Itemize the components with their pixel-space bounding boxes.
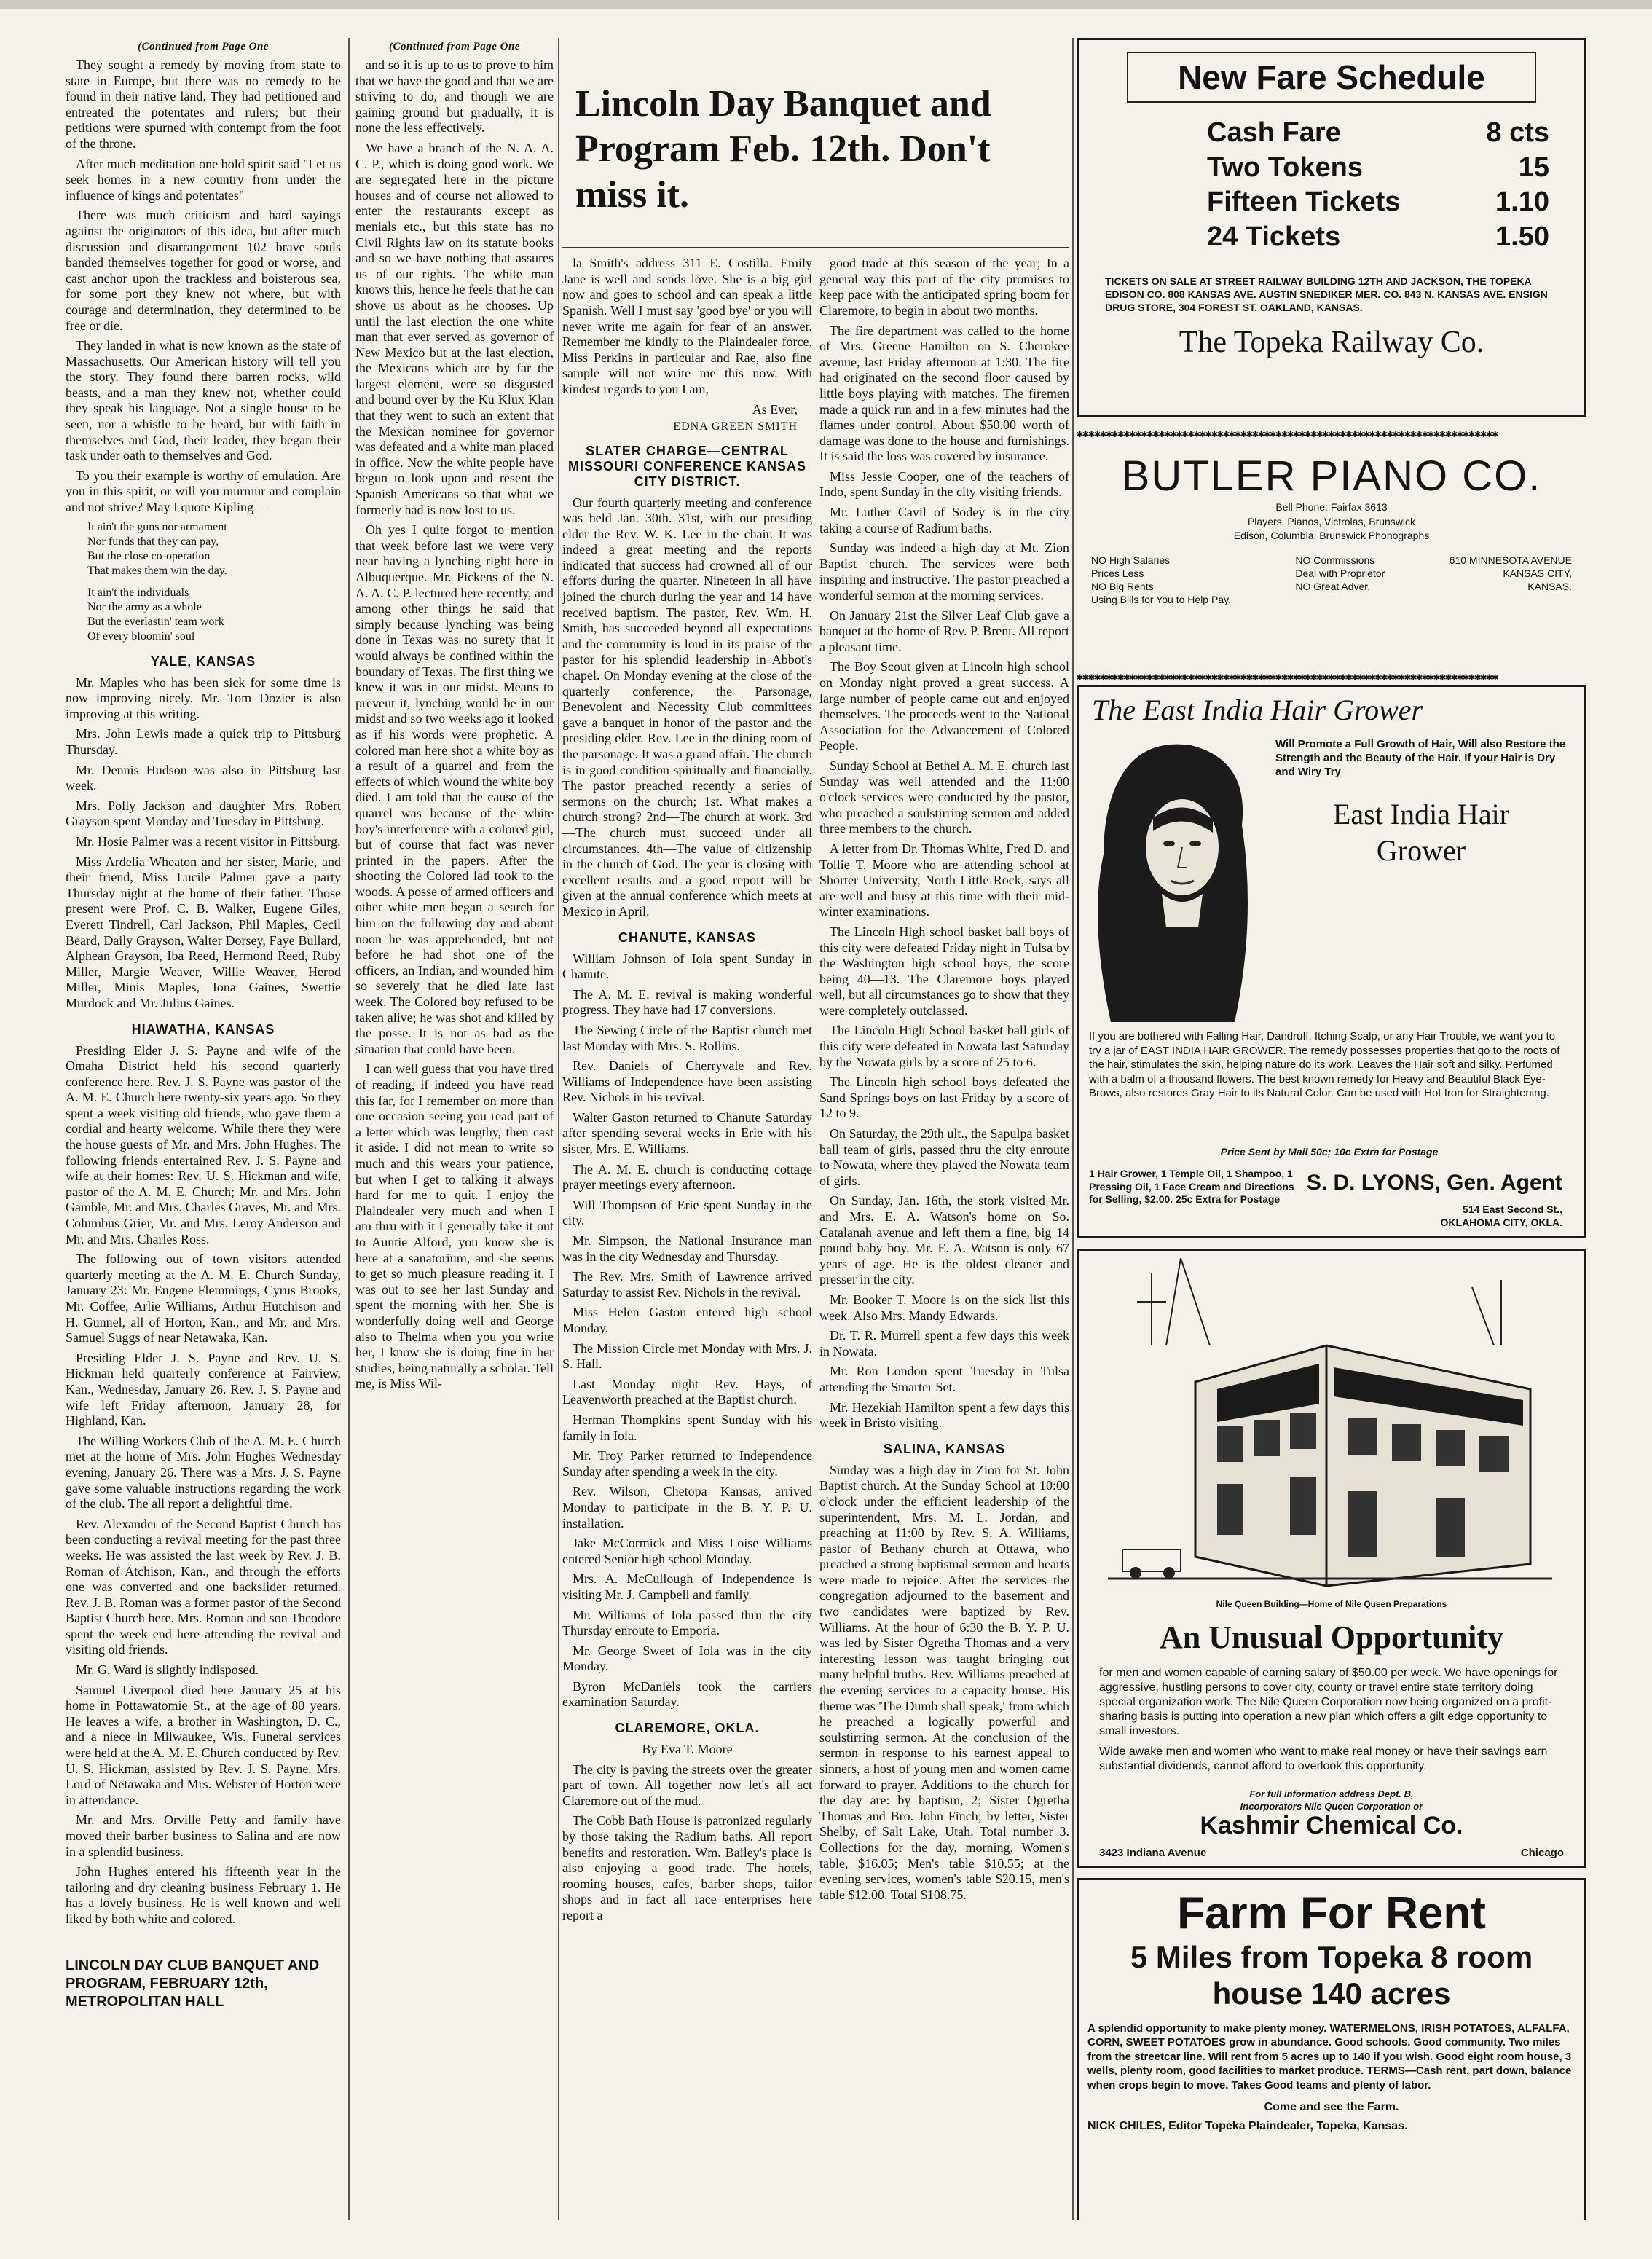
paragraph: John Hughes entered his fifteenth year in the tailoring and dry cleaning business February 1. He has a lovely business. He is well known and well liked by both white and colored. (66, 1864, 341, 1926)
agent-street: 514 East Second St., (1463, 1203, 1562, 1215)
column-rule (558, 38, 559, 2220)
farm-title: Farm For Rent (1177, 1888, 1486, 1938)
butler-piano-ad (1077, 441, 1586, 660)
paragraph: Presiding Elder J. S. Payne and Rev. U. S. Hickman held quarterly conference at Fairview, Kan., Wednesday, January 26. Rev. J. S. Payne and wife left Friday afternoon, January 28, for Highland, Kan. (66, 1350, 341, 1429)
paragraph: Will Thompson of Erie spent Sunday in the city. (562, 1197, 812, 1228)
kashmir-city: Chicago (1520, 1847, 1564, 1859)
paragraph: To you their example is worthy of emulation. Are you in this spirit, or will you murmur and complain and not strive? May I quote Kipling— (66, 468, 341, 515)
paragraph: good trade at this season of the year; In a general way this part of the city promises to keep pace with the anticipated spring boom for Claremore, to begin in about two months. (819, 256, 1069, 318)
fare-label: 24 Tickets (1207, 221, 1341, 252)
poem-verse (87, 520, 341, 578)
building-caption: Nile Queen Building—Home of Nile Queen Preparations (1216, 1599, 1447, 1609)
subcolumn-right (819, 256, 1069, 1928)
hair-grower-description: If you are bothered with Falling Hair, Dandruff, Itching Scalp, or any Hair Trouble, we want you to try a jar of EAST INDIA HAIR GROWER. The remedy possesses properties that go to the roots of the hair, stimulates the skin, helping nature do its work. Leaves the Hair soft and silky. Perfumed with a balm of a thousand flowers. The best known remedy for Heavy and Beautiful Black Eye-Brows, also restores Gray Hair to its Natural Color. Can be used with Hot Iron for Straightening. (1089, 1030, 1560, 1099)
poem-line: But the close co-operation (87, 549, 211, 562)
paragraph: Sunday was a high day in Zion for St. John Baptist church. At the Sunday School at 10:00 o'clock under the efficient leadership of the superintendent, Mrs. M. L. Jordan, and preaching at 11:00 by Rev. S. A. Williams, pastor of Bethany church at Ottawa, who preached a strong baptismal sermon and hearts were made to rejoice. After the services the congregation adjourned to the basement and two candidates were baptized by Rev. Williams. At the hour of 6:30 the B. Y. P. U. was led by Sister Ogretha Thomas and a very interesting lesson was taught bringing out many helpful truths. Rev. Williams preached at the evening services to a capacity house. His theme was 'The Dumb shall speak,' from which he preached a logically powerful and soulstirring sermon. At the conclusion of the sermon in response to his earnest appeal to sinners, a host of young men and women came forward to prayer. Additions to the church for the day are: by baptism, 2; Sister Ogretha Thomas and Bro. John Finch; by letter, Sister Shelby, of Salt Lake, Utah. Total number 3. Collections for the day, morning, Women's table, $16.05; Men's table $10.55; at the evening services, women's table $20.15, men's table $12.00. Total $108.75. (819, 1462, 1069, 1902)
hair-grower-ordering (1089, 1146, 1570, 1229)
hair-grower-product (1275, 796, 1567, 869)
product-name-line: East India Hair (1332, 798, 1510, 831)
paragraph: The Mission Circle met Monday with Mrs. J. S. Hall. (562, 1340, 812, 1372)
paragraph: Rev. Daniels of Cherryvale and Rev. Williams of Independence have been assisting Rev. Nichols in his revival. (562, 1058, 812, 1105)
hair-grower-claim: Will Promote a Full Growth of Hair, Will also Restore the Strength and the Beauty of the Hair. If your Hair is Dry and Wiry Try (1275, 738, 1566, 778)
two-column-body (562, 256, 1069, 1928)
column-rule (1072, 38, 1074, 2220)
butler-city: KANSAS CITY, (1503, 567, 1572, 579)
paragraph: Mr. G. Ward is slightly indisposed. (76, 1662, 259, 1678)
poem-line: Nor funds that they can pay, (87, 535, 219, 548)
fare-price: 15 (1518, 152, 1549, 183)
fare-price: 1.10 (1495, 186, 1549, 217)
poem-line: It ain't the guns nor armament (87, 520, 227, 533)
paragraph: On January 21st the Silver Leaf Club gave a banquet at the home of Rev. P. Brent. All report a pleasant time. (819, 608, 1069, 654)
paragraph: Miss Helen Gaston entered high school Monday. (562, 1305, 812, 1336)
page-top-edge (0, 0, 1652, 9)
paragraph: Dr. T. R. Murrell spent a few days this week in Nowata. (819, 1328, 1069, 1359)
paragraph: The Lincoln High School basket ball girls of this city were defeated in Nowata last Saturday by the Nowata girls by a score of 25 to 6. (819, 1023, 1069, 1069)
banquet-banner-headline: Lincoln Day Banquet and Program Feb. 12th. Don't miss it. (562, 38, 1069, 248)
star-border-divider: ✱✱✱✱✱✱✱✱✱✱✱✱✱✱✱✱✱✱✱✱✱✱✱✱✱✱✱✱✱✱✱✱✱✱✱✱✱✱✱✱✱✱✱✱✱✱✱✱✱✱✱✱✱✱✱✱✱✱✱✱✱✱✱✱✱✱✱✱✱✱✱✱ (1077, 670, 1498, 683)
butler-state: KANSAS. (1527, 581, 1572, 593)
fare-row (1207, 116, 1549, 151)
continued-note: (Continued from Page One (138, 41, 269, 52)
paragraph: They landed in what is now known as the state of Massachusetts. Our American history will tell you the story. They found there barren rocks, wild beasts, and a man they knew not, whether could they speak his language. Not a single house to be seen, nor a whistle to be heard, but with faith in themselves and God, their leader, they began their task under oath to themselves and God. (66, 338, 341, 463)
farm-invitation: Come and see the Farm. (1264, 2101, 1399, 2114)
section-heading-yale: YALE, KANSAS (150, 653, 256, 669)
paragraph: The A. M. E. revival is making wonderful progress. They have had 17 conversions. (562, 986, 812, 1018)
poem-line: Of every bloomin' soul (87, 629, 195, 643)
paragraph: Mr. Williams of Iola passed thru the city Thursday enroute to Emporia. (562, 1607, 812, 1638)
paragraph: Rev. Wilson, Chetopa Kansas, arrived Monday to participate in the B. Y. P. U. installation. (562, 1484, 812, 1531)
paragraph: Mr. Dennis Hudson was also in Pittsburg last week. (66, 762, 341, 793)
east-india-hair-grower-ad (1077, 685, 1586, 1238)
hair-grower-title: The East India Hair Grower (1092, 694, 1423, 726)
kashmir-company-name: Kashmir Chemical Co. (1200, 1812, 1463, 1839)
farm-subtitle: house 140 acres (1212, 1976, 1451, 2011)
paragraph: We have a branch of the N. A. A. C. P., which is doing good work. We are segregated here in the picture houses and of course not allowed to enter the restaurants except as menials etc., but this state has no Civil Rights law on its statute books and so we have nothing that assures us of our rights. The white man knows this, hence he feels that he can shove us about as he chooses. Up until the last election the one white man that ever served as governor of New Mexico but at the last election, the Mexicans which are by far the largest element, were so disgusted and bound over by the Ku Klux Klan that they went to such an extent that the Mexican nominee for governor was defeated and a white man placed in office. Now the white people have begun to look upon and resent the Spanish Americans so that what we formerly had is now lost to us. (355, 140, 554, 517)
butler-products: Edison, Columbia, Brunswick Phonographs (1233, 530, 1430, 542)
fare-label: Cash Fare (1207, 117, 1341, 148)
opportunity-body (1099, 1666, 1565, 1774)
section-heading-slater: SLATER CHARGE—CENTRAL MISSOURI CONFERENCE KANSAS CITY DISTRICT. (567, 443, 807, 489)
paragraph: Miss Ardelia Wheaton and her sister, Marie, and their friend, Miss Lucile Palmer gave a party Thursday night at the home of their father. Those present were Prof. C. B. Walker, Eugene Giles, Everett Tindrell, Carl Jackson, Phil Maples, Cecil Beard, Daily Grayson, Walter Dorsey, Faye Bullard, Alphean Grayson, Iba Reed, Hermond Reed, Ruby Miller, Margie Weaver, Willie Weaver, Herod Miller, Minis Maples, Iona Gaines, Swettie Murdock and Mr. Julius Gaines. (66, 854, 341, 1010)
section-heading-salina: SALINA, KANSAS (883, 1441, 1005, 1456)
fare-price: 8 cts (1486, 117, 1549, 148)
butler-street: 610 MINNESOTA AVENUE (1449, 554, 1572, 566)
paragraph: la Smith's address 311 E. Costilla. Emily Jane is well and sends love. She is a big girl now and goes to school and can speak a little Spanish. Well I must say 'good bye' or you will never write me again for fear of an answer. Remember me kindly to the Plaindealer force, Miss Perkins in particular and Rae, also fine sample will not write me this now. With kindest regards to you I am, (562, 256, 812, 396)
section-heading-hiawatha: HIAWATHA, KANSAS (131, 1021, 275, 1037)
paragraph: The Cobb Bath House is patronized regularly by those taking the Radium baths. All report benefits and restoration. Wm. Bailey's place is also enjoying a good trade. The hotels, rooming houses, cafes, barber shops, tailor shops and in fact all race enterprises here report a (562, 1813, 812, 1923)
butler-piano-name: BUTLER PIANO CO. (1121, 452, 1542, 500)
section-heading-claremore: CLAREMORE, OKLA. (615, 1721, 760, 1736)
paragraph: and so it is up to us to prove to him that we have the good and that we are striving to do, and though we are gaining ground but gradually, it is none the less effectively. (355, 58, 554, 135)
poem-verse (87, 586, 341, 644)
butler-left-list (1091, 554, 1231, 607)
paragraph: Mr. Ron London spent Tuesday in Tulsa attending the Smarter Set. (819, 1364, 1069, 1394)
paragraph: They sought a remedy by moving from state to state in Europe, but there was no remedy to be found in their native land. They had petitioned and entreated the potentates and rulers; but their petitions were spurned with contempt from the foot of the throne. (66, 58, 341, 151)
paragraph: Herman Thompkins spent Sunday with his family in Iola. (562, 1412, 812, 1443)
paragraph: Sunday was indeed a high day at Mt. Zion Baptist church. The services were both inspiring and instructive. The pastor preached a wonderful sermon at the morning services. (819, 541, 1069, 603)
column-3 (562, 38, 1069, 2220)
fare-schedule-title: New Fare Schedule (1127, 52, 1536, 103)
fare-label: Two Tokens (1207, 152, 1363, 183)
column-rule (348, 38, 350, 2220)
paragraph: The Rev. Mrs. Smith of Lawrence arrived Saturday to assist Rev. Nichols in the revival. (562, 1269, 812, 1300)
fare-row (1207, 185, 1549, 220)
opportunity-paragraph: for men and women capable of earning salary of $50.00 per week. We have openings for aggressive, hustling persons to cover city, county or travel entire state territory doing special organization work. The Nile Queen Corporation now being organized on a profit-sharing basis is putting into operation a new plan which offers a gilt edge opportunity to small investors. (1099, 1667, 1558, 1737)
butler-mid-list (1295, 554, 1385, 607)
paragraph: Oh yes I quite forgot to mention that week before last we were very near having a lynching right here in Albuquerque. Mr. Pickens of the N. A. A. C. P. lectured here recently, and among other things he said that simply because lynching was being done in Texas was no surety that it would always be confined within the boundary of Texas. The first thing we knew it was in our midst. Means to prevent it, lynching would be in our midst and so two weeks ago it looked as if his words were prophetic. A colored man here shot a white boy as a result of a quarrel and from the effects of which wound the white boy died. I am told that the cause of the quarrel was because of the white boy's interference with a colored girl, but of course that fact was never printed in the papers. After the shooting the Colored lad took to the woods. A posse of armed officers and other white men began a search for him on the following day and about noon he was apprehended, but not before he had shot one of the officers, an Indian, and wounded him so severely that he died late last week. The Colored boy refused to be taken alive; he was shot and killed by the posse. It is not as bad as the situation that could have been. (355, 522, 554, 1056)
signature-name: EDNA GREEN SMITH (673, 420, 798, 433)
paragraph: The A. M. E. church is conducting cottage prayer meetings every afternoon. (562, 1161, 812, 1193)
butler-phone: Bell Phone: Fairfax 3613 (1275, 501, 1388, 513)
paragraph: The Boy Scout given at Lincoln high school on Monday night proved a great success. A large number of people came out and enjoyed themselves. The proceeds went to the National Association for the Advancement of Colored People. (819, 659, 1069, 753)
paragraph: Mr. Booker T. Moore is on the sick list this week. Also Mrs. Mandy Edwards. (819, 1292, 1069, 1323)
farm-contact: NICK CHILES, Editor Topeka Plaindealer, Topeka, Kansas. (1087, 2120, 1408, 2133)
paragraph: Mr. Troy Parker returned to Independence Sunday after spending a week in the city. (562, 1448, 812, 1479)
railway-company-name: The Topeka Railway Co. (1179, 325, 1484, 359)
paragraph: Last Monday night Rev. Hays, of Leavenworth preached at the Baptist church. (562, 1376, 812, 1407)
paragraph: After much meditation one bold spirit said "Let us seek homes in a new country from under the influence of kings and potentates" (66, 156, 341, 203)
nile-queen-opportunity-ad (1077, 1249, 1586, 1868)
paragraph: The Lincoln high school boys defeated the Sand Springs boys on last Friday by a score of 12 to 9. (819, 1075, 1069, 1121)
paragraph: The Lincoln High school basket ball boys of this city were defeated Friday night in Tulsa by the Washington high school boys, the score being 40—13. The Claremore boys played well, but all circumstances go to show that they were completely outclassed. (819, 924, 1069, 1018)
kit-contents: 1 Hair Grower, 1 Temple Oil, 1 Shampoo, 1 Pressing Oil, 1 Face Cream and Directions for Selling, $2.00. 25c Extra for Postage (1089, 1168, 1294, 1205)
paragraph: The fire department was called to the home of Mrs. Greene Hamilton on S. Cherokee avenue, last Friday afternoon at 1:30. The fire had originated on the second floor caused by little boys playing with matches. The firemen made a quick run and in a few minutes had the flames under control. About $50.00 worth of damage was done to the house and furnishings. It is said the loss was covered by insurance. (819, 323, 1069, 464)
fare-schedule-ad (1077, 38, 1586, 417)
butler-point: Prices Less (1091, 567, 1144, 579)
section-heading-chanute: CHANUTE, KANSAS (618, 930, 756, 945)
nile-queen-building-illustration (1108, 1258, 1552, 1593)
butler-point: NO Commissions (1295, 554, 1375, 566)
general-agent-name: S. D. LYONS, Gen. Agent (1306, 1171, 1562, 1195)
paragraph: William Johnson of Iola spent Sunday in Chanute. (562, 951, 812, 982)
paragraph: Mr. Maples who has been sick for some time is now improving nicely. Mr. Tom Dozier is also improving at this writing. (66, 675, 341, 721)
contact-line: For full information address Dept. B, (1249, 1788, 1414, 1799)
paragraph: Mr. Simpson, the National Insurance man was in the city Wednesday and Thursday. (562, 1233, 812, 1264)
paragraph: The Sewing Circle of the Baptist church met last Monday with Mrs. S. Rollins. (562, 1022, 812, 1053)
paragraph: Jake McCormick and Miss Loise Williams entered Senior high school Monday. (562, 1536, 812, 1566)
paragraph: The city is paving the streets over the greater part of town. All together now let's all act Claremore out of the mud. (562, 1761, 812, 1808)
farm-description: A splendid opportunity to make plenty money. WATERMELONS, IRISH POTATOES, ALFALFA, CORN, SWEET POTATOES grow in abundance. Good schools. Good community. Two miles from the streetcar line. Will rent from 5 acres up to 140 if you wish. Good eight room house, 3 wells, plenty room, good facilities to market produce. TERMS—Cash rent, part down, balance when crops begin to move. Takes Good teams and plenty of labor. (1087, 2022, 1572, 2091)
paragraph: Mrs. Polly Jackson and daughter Mrs. Robert Grayson spent Monday and Tuesday in Pittsburg. (66, 798, 341, 829)
ticket-locations: TICKETS ON SALE AT STREET RAILWAY BUILDING 12TH AND JACKSON, THE TOPEKA EDISON CO. 808 KANSAS AVE. AUSTIN SNEDIKER MER. CO. 843 N. KANSAS AVE. ENSIGN DRUG STORE, 304 FOREST ST. OAKLAND, KANSAS. (1105, 275, 1548, 314)
column-4-advertisements (1077, 38, 1586, 2220)
butler-products: Players, Pianos, Victrolas, Brunswick (1247, 515, 1416, 527)
paragraph: Mr. Hezekiah Hamilton spent a few days this week in Bristo visiting. (819, 1399, 1069, 1431)
butler-point: Deal with Proprietor (1295, 567, 1385, 579)
poem-line: Nor the army as a whole (87, 600, 202, 613)
paragraph: Walter Gaston returned to Chanute Saturday after spending several weeks in Erie with his sister, Mrs. E. Williams. (562, 1109, 812, 1157)
paragraph: Presiding Elder J. S. Payne and wife of the Omaha District held his second quarterly conference here. Rev. J. S. Payne was pastor of the A. M. E. Church here twenty-six years ago. So they spent a week visiting old friends, who gave them a cordial and hearty welcome. While there they were the house guests of Mr. and Mrs. John Hughes. The following friends entertained Rev. J. S. Payne and wife at their homes: Rev. U. S. Hickman and wife, pastor of the A. M. E. Church; Mr. and Mrs. John Gamble, Mr. and Mrs. Charles Graves, Mr. and Mrs. Columbus Grier, Mr. and Mrs. Leroy Anderson and Mr. and Mrs. Charles Ross. (66, 1042, 341, 1246)
byline: By Eva T. Moore (642, 1742, 733, 1757)
kashmir-address: 3423 Indiana Avenue (1099, 1847, 1207, 1859)
paragraph: On Sunday, Jan. 16th, the stork visited Mr. and Mrs. E. A. Watson's home on So. Catalanah avenue and left them a fine, big 14 pound baby boy. Mr. E. A. Watson is only 67 years of age. He is the oldest cleaner and presser in the city. (819, 1193, 1069, 1287)
paragraph: Mrs. John Lewis made a quick trip to Pittsburg Thursday. (66, 726, 341, 757)
agent-city: OKLAHOMA CITY, OKLA. (1440, 1217, 1562, 1229)
closing-announcement: LINCOLN DAY CLUB BANQUET AND PROGRAM, FEBRUARY 12th, METROPOLITAN HALL (66, 1957, 320, 2010)
poem-line: But the everlastin' team work (87, 615, 224, 628)
paragraph: Miss Jessie Cooper, one of the teachers of Indo, spent Sunday in the city visiting friends. (819, 468, 1069, 500)
general-agent-address (1441, 1203, 1562, 1229)
price-line: Price Sent by Mail 50c; 10c Extra for Postage (1220, 1146, 1439, 1158)
butler-address (1450, 554, 1572, 607)
opportunity-paragraph: Wide awake men and women who want to make real money or have their savings earn substantial dividends, cannot afford to overlook this opportunity. (1099, 1745, 1548, 1772)
paragraph: Sunday School at Bethel A. M. E. church last Sunday was well attended and the 11:00 o'clock services were conducted by the pastor, who preached a soulstirring sermon and added three members to the church. (819, 758, 1069, 836)
paragraph: A letter from Dr. Thomas White, Fred D. and Tollie T. Moore who are attending school at Shorter University, North Little Rock, says all are well and busy at this time with their mid-winter examinations. (819, 841, 1069, 919)
paragraph: Mrs. A. McCullough of Independence is visiting Mr. J. Campbell and family. (562, 1571, 812, 1602)
subcolumn-left (562, 256, 812, 1928)
paragraph: The Willing Workers Club of the A. M. E. Church met at the home of Mrs. John Hughes Wednesday evening, January 26. There was a Mrs. J. S. Payne gave some valuable instructions regarding the work of the club. The all report a delightful time. (66, 1433, 341, 1512)
paragraph: Mr. and Mrs. Orville Petty and family have moved their barber business to Salina and are now in a splendid business. (66, 1812, 341, 1859)
butler-point: NO High Salaries (1091, 554, 1171, 566)
opportunity-headline: An Unusual Opportunity (1160, 1619, 1503, 1655)
fare-row (1207, 151, 1549, 186)
paragraph: On Saturday, the 29th ult., the Sapulpa basket ball team of girls, passed thru the city enroute to Nowata, where they played the Nowata team of girls. (819, 1126, 1069, 1188)
paragraph: Mr. George Sweet of Iola was in the city Monday. (562, 1643, 812, 1674)
poem-line: It ain't the individuals (87, 586, 189, 599)
butler-point: Using Bills for You to Help Pay. (1091, 594, 1231, 606)
paragraph: I can well guess that you have tired of reading, if indeed you have read this far, for I remember on more than one occasion seeing you read part of a letter which was lengthy, then cast it aside. I did not mean to write so much and this wears your patience, but when I get to talking it always hard for me to quit. I enjoy the Plaindealer very much and when I am thru with it I generally take it out to Auntie Alford, you know she is here at a sanatorium, and she seems to get so much pleasure reading it. I was out to see her last Sunday and spent the morning with her. She is wonderfully doing well and George also to Thelma when you you write her, I know she is doing fine in her studies, being naturally a scholar. Tell me, is Miss Wil- (355, 1061, 554, 1391)
paragraph: Rev. Alexander of the Second Baptist Church has been conducting a revival meeting for the past three weeks. He was assisted the last week by Rev. J. B. Roman of Atchison, Kan., and through the efforts one was converted and one backslider returned. Rev. J. B. Roman was a former pastor of the Second Baptist Church here. Mrs. Roman and son Theodore spent the week end here attending the revival and visiting old friends. (66, 1516, 341, 1657)
paragraph: Mr. Luther Cavil of Sodey is in the city taking a course of Radium baths. (819, 505, 1069, 535)
butler-point: NO Big Rents (1091, 581, 1154, 593)
woman-portrait-illustration (1089, 738, 1264, 1022)
paragraph: Byron McDaniels took the carriers examination Saturday. (562, 1678, 812, 1710)
product-name-line: Grower (1376, 834, 1466, 868)
butler-details (1091, 554, 1572, 607)
butler-point: NO Great Adver. (1295, 581, 1371, 593)
star-border-divider: ✱✱✱✱✱✱✱✱✱✱✱✱✱✱✱✱✱✱✱✱✱✱✱✱✱✱✱✱✱✱✱✱✱✱✱✱✱✱✱✱✱✱✱✱✱✱✱✱✱✱✱✱✱✱✱✱✱✱✱✱✱✱✱✱✱✱✱✱✱✱✱✱ (1077, 427, 1498, 440)
paragraph: Samuel Liverpool died here January 25 at his home in Pottawatomie St., at the age of 80 years. He leaves a wife, a brother in Washington, D. C., and a niece in Milwaukee, Wis. Funeral services were held at the A. M. E. Church conducted by Rev. U. S. Hickman, assisted by Rev. J. S. Payne. Mrs. Lord of Netawaka and Mrs. Webster of Horton were in attendance. (66, 1682, 341, 1807)
column-1 (66, 38, 341, 2220)
paragraph: There was much criticism and hard sayings against the originators of this idea, but after much discussion and disarrangement 102 brave souls banded themselves together for good or worse, and cast anchor upon the trackless and boisterous sea, for some port they knew not where, but with courage and determination, they determined to be free or die. (66, 208, 341, 333)
continued-note: (Continued from Page One (389, 41, 520, 52)
fare-row (1207, 220, 1549, 255)
fare-label: Fifteen Tickets (1207, 186, 1401, 217)
contact-instructions (1079, 1788, 1584, 1813)
fare-price: 1.50 (1495, 221, 1549, 252)
farm-for-rent-ad (1077, 1878, 1586, 2220)
poem-line: That makes them win the day. (87, 564, 227, 577)
paragraph: The following out of town visitors attended quarterly meeting at the A. M. E. Church Sunday, January 23: Mr. Eugene Flemmings, Cyrus Brooks, Mr. Coffee, Arlie Williams, Arthur Hutchison and H. Gunnel, all of Horton, Kan., and Mr. and Mrs. Samuel Suggs of near Netawaka, Kan. (66, 1252, 341, 1345)
paragraph: Our fourth quarterly meeting and conference was held Jan. 30th. 31st, with our presiding elder the Rev. W. K. Lee in the chair. It was indeed a great meeting and the reports indicated that success had crowned all of our efforts during the quarter. Nineteen in all have joined the church during the year and 14 have received baptism. The pastor, Rev. Wm. H. Smith, has succeeded beyond all expectations and the community is loud in its praise of the pastor for his splendid leadership in Abbot's chapel. On Monday evening at the close of the quarterly conference, the Parsonage, Benevolent and Necessity Club committees gave a banquet in honor of the pastor and the presiding elder. Rev. Lee in the dining room of the parsonage. It was a grand affair. The church is in good condition spiritually and financially. The pastor preached recently a series of sermons on the church; 1st. What makes a church strong? 2nd—The church at work. 3rd—The church must succeed under all circumstances. 4th—The value of citizenship in the church of God. The year is closing with excellent results and a good report will be given at the annual conference which meets at Mexico in April. (562, 495, 812, 919)
hair-grower-copy (1275, 738, 1567, 876)
signature-closing: As Ever, (752, 401, 798, 417)
column-2 (355, 38, 554, 2220)
farm-subtitle: 5 Miles from Topeka 8 room (1130, 1940, 1533, 1974)
contact-line: Incorporators Nile Queen Corporation or (1240, 1800, 1423, 1812)
paragraph: Mr. Hosie Palmer was a recent visitor in Pittsburg. (76, 833, 341, 849)
